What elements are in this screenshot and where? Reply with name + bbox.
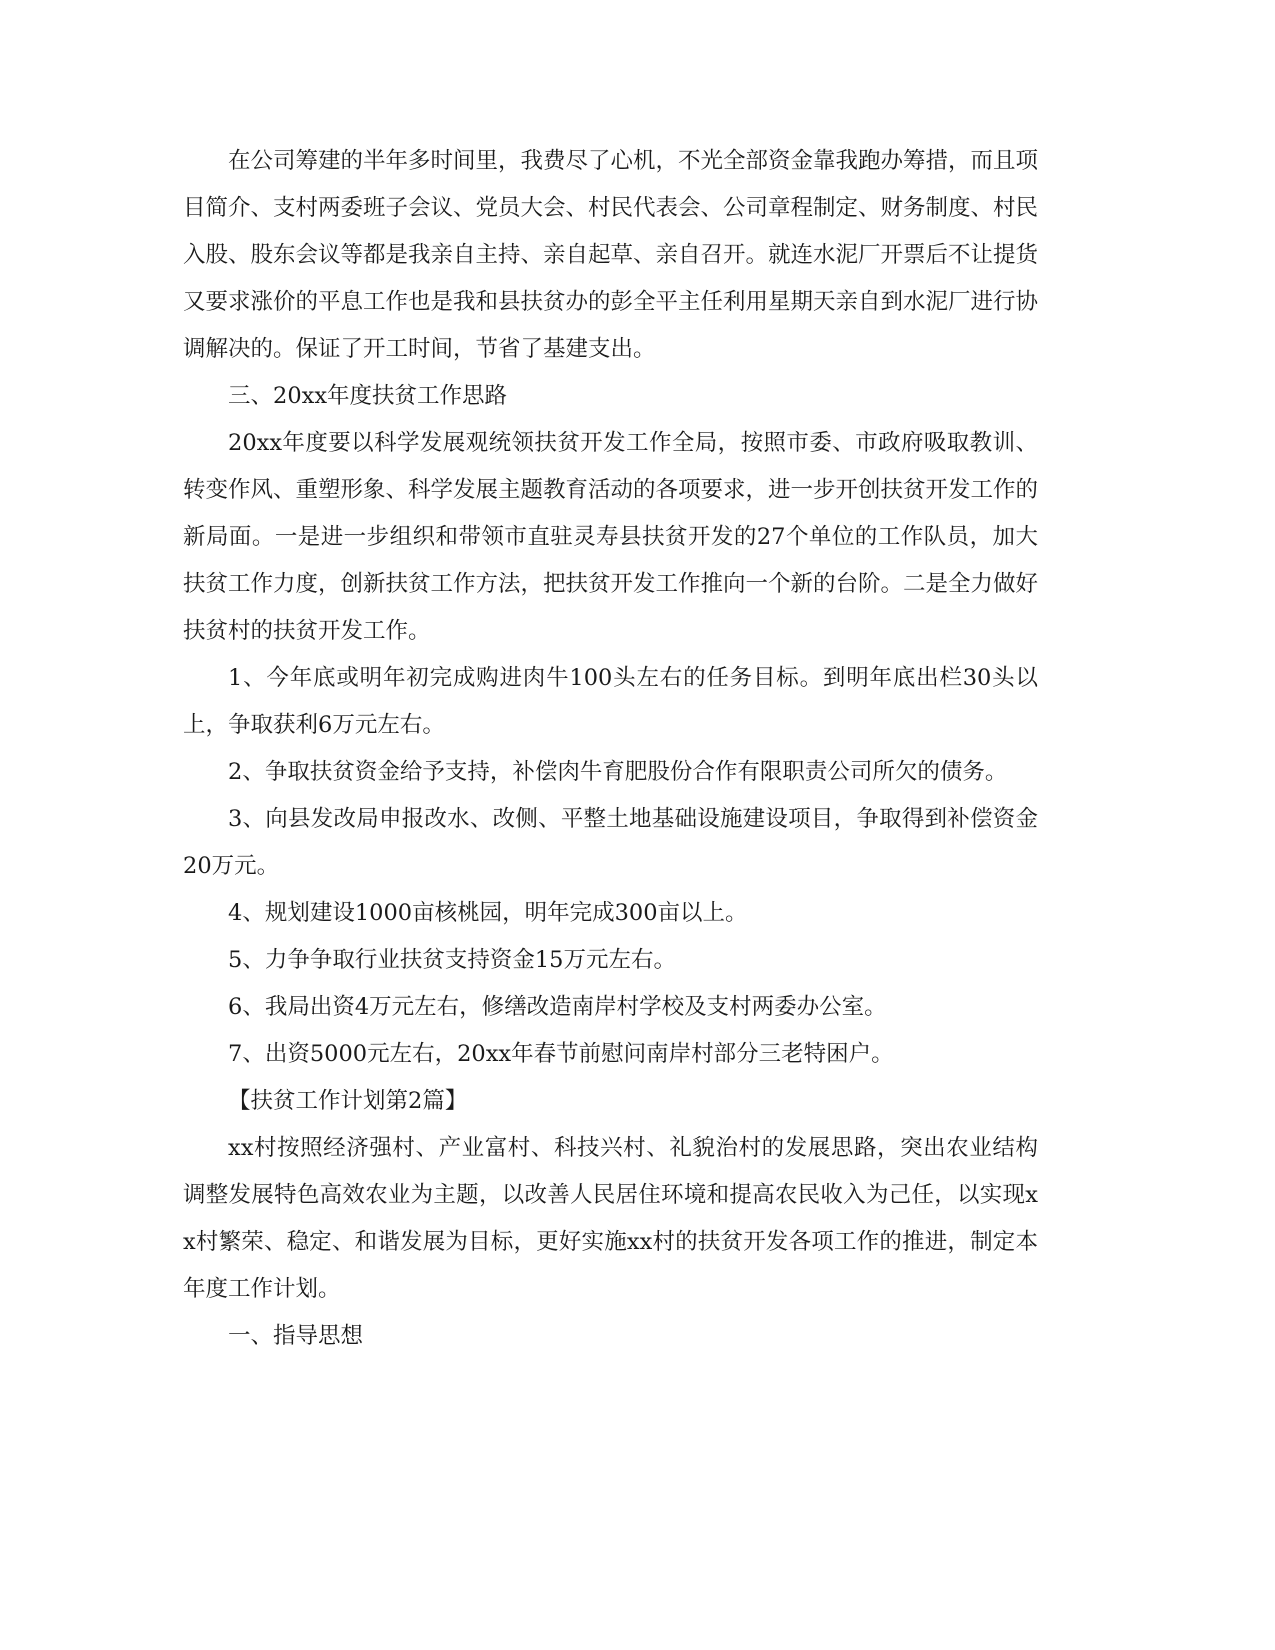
heading-guiding-ideology: 一、指导思想 [228, 1323, 364, 1349]
paragraph-annual-plan: 20xx年度要以科学发展观统领扶贫开发工作全局，按照市委、市政府吸取教训、转变作风、重塑形象、科学发展主题教育活动的各项要求，进一步开创扶贫开发工作的新局面。一是进一步组织和带领市直驻灵寿县扶贫开发的27个单位的工作队员，加大扶贫工作力度，创新扶贫工作方法，把扶贫开发工作推向一个新的台阶。二是全力做好扶贫村的扶贫开发工作。 [183, 430, 1039, 644]
list-item-2: 2、争取扶贫资金给予支持，补偿肉牛育肥股份合作有限职责公司所欠的债务。 [228, 759, 1008, 785]
list-item-6: 6、我局出资4万元左右，修缮改造南岸村学校及支村两委办公室。 [228, 994, 887, 1020]
paragraph-village-plan: xx村按照经济强村、产业富村、科技兴村、礼貌治村的发展思路，突出农业结构调整发展特色高效农业为主题，以改善人民居住环境和提高农民收入为己任，以实现xx村繁荣、稳定、和谐发展为目标，更好实施xx村的扶贫开发各项工作的推进，制定本年度工作计划。 [183, 1135, 1038, 1302]
document-body [183, 138, 1038, 1360]
heading-work-ideas: 三、20xx年度扶贫工作思路 [228, 383, 508, 409]
list-item-5: 5、力争争取行业扶贫支持资金15万元左右。 [228, 947, 676, 973]
list-item-1: 1、今年底或明年初完成购进肉牛100头左右的任务目标。到明年底出栏30头以上，争取获利6万元左右。 [183, 665, 1038, 738]
list-item-3: 3、向县发改局申报改水、改侧、平整土地基础设施建设项目，争取得到补偿资金20万元。 [183, 806, 1038, 879]
list-item-4: 4、规划建设1000亩核桃园，明年完成300亩以上。 [228, 900, 748, 926]
list-item-7: 7、出资5000元左右，20xx年春节前慰问南岸村部分三老特困户。 [228, 1041, 894, 1067]
section-title-part-2: 【扶贫工作计划第2篇】 [228, 1088, 468, 1114]
paragraph-company-founding: 在公司筹建的半年多时间里，我费尽了心机，不光全部资金靠我跑办筹措，而且项目简介、支村两委班子会议、党员大会、村民代表会、公司章程制定、财务制度、村民入股、股东会议等都是我亲自主持、亲自起草、亲自召开。就连水泥厂开票后不让提货又要求涨价的平息工作也是我和县扶贫办的彭全平主任利用星期天亲自到水泥厂进行协调解决的。保证了开工时间，节省了基建支出。 [183, 148, 1039, 362]
